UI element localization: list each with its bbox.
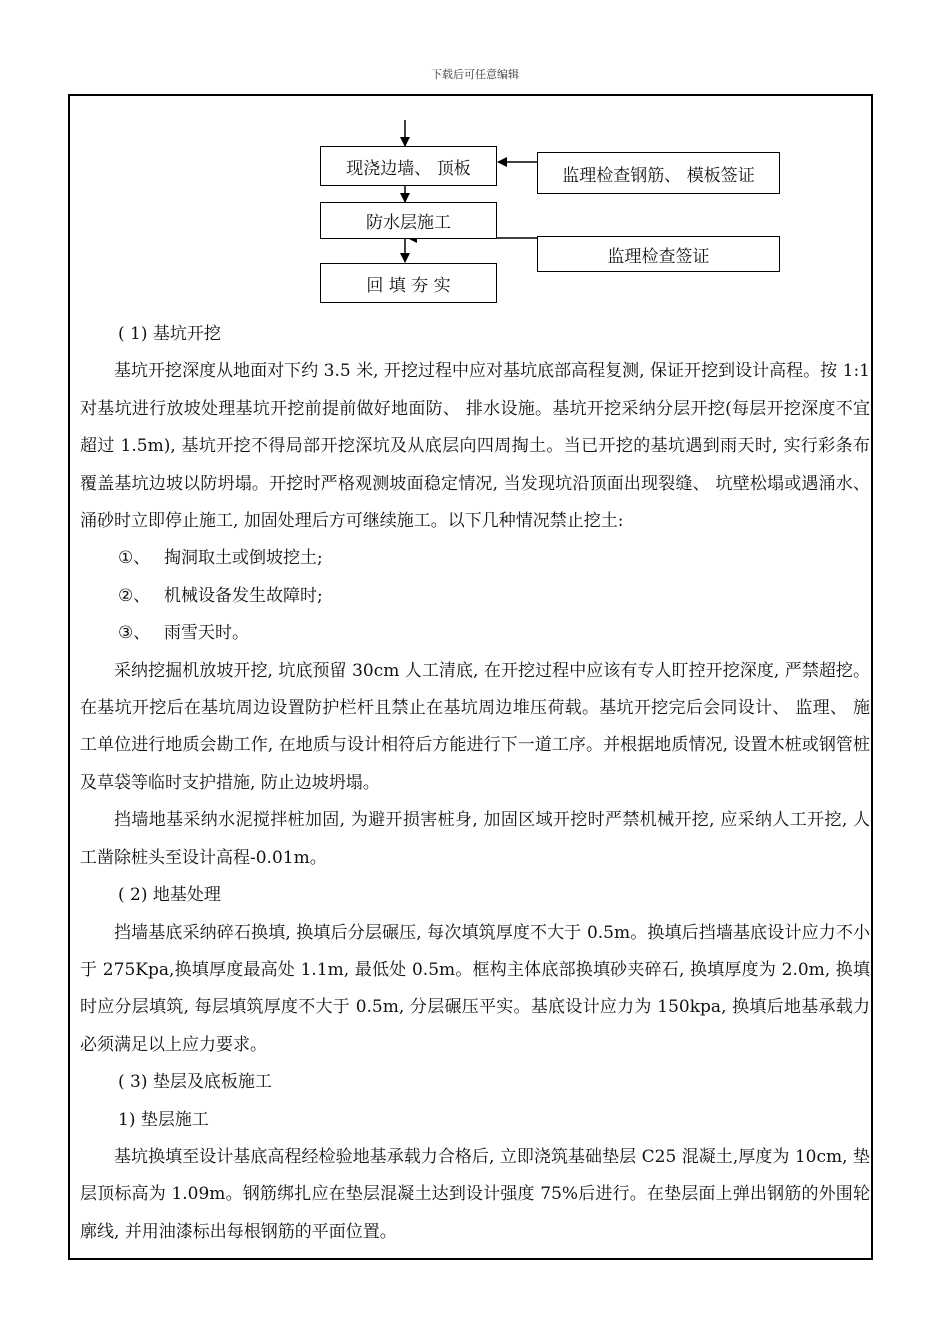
flow-box-backfill: 回 填 夯 实 [320,263,497,303]
list-number: ②、 [118,585,151,606]
paragraph: 采纳挖掘机放坡开挖, 坑底预留 30cm 人工清底, 在开挖过程中应该有专人盯控开挖深度, 严禁超挖。在基坑开挖后在基坑周边设置防护栏杆且禁止在基坑周边堆压荷载。基坑开挖完后会同设计、 监理、 施工单位进行地质会勘工作, 在地质与设计相符后方能进行下一道工序。并根据地质情况, 设置木桩或钢管桩及草袋等临时支护措施, 防止边坡坍塌。 [80,660,870,793]
page-header: 下载后可任意编辑 [431,68,519,81]
flow-box-cast-wall: 现浇边墙、 顶板 [320,146,497,186]
paragraph: 挡墙地基采纳水泥搅拌桩加固, 为避开损害桩身, 加固区域开挖时严禁机械开挖, 应采纳人工开挖, 人工凿除桩头至设计高程-0.01m。 [80,810,870,868]
paragraph: 基坑换填至设计基底高程经检验地基承载力合格后, 立即浇筑基础垫层 C25 混凝土,厚度为 10cm, 垫层顶标高为 1.09m。钢筋绑扎应在垫层混凝土达到设计强度 75%后进行。在垫层面上弹出钢筋的外围轮廓线, 并用油漆标出每根钢筋的平面位置。 [80,1146,870,1242]
list-number: ①、 [118,548,151,569]
section-heading-cushion: ( 3) 垫层及底板施工 [118,1072,272,1093]
list-number: ③、 [118,623,151,644]
list-item [80,540,870,577]
list-text: 雨雪天时。 [164,623,249,644]
paragraph: 基坑开挖深度从地面对下约 3.5 米, 开挖过程中应对基坑底部高程复测, 保证开挖到设计高程。按 1:1 对基坑进行放坡处理基坑开挖前提前做好地面防、 排水设施。基坑开挖采纳分层开挖(每层开挖深度不宜超过 1.5m), 基坑开挖不得局部开挖深坑及从底层向四周掏土。当已开挖的基坑遇到雨天时, 实行彩条布覆盖基坑边坡以防坍塌。开挖时严格观测坡面稳定情况, 当发现坑沿顶面出现裂缝、 坑壁松塌或遇涌水、 涌砂时立即停止施工, 加固处理后方可继续施工。以下几种情况禁止挖土: [80,361,870,532]
section-heading-excavation: ( 1) 基坑开挖 [118,324,221,344]
list-text: 机械设备发生故障时; [164,585,323,606]
list-item [80,615,870,652]
subsection-heading: 1) 垫层施工 [118,1109,209,1130]
list-item [80,578,870,615]
document-body [80,316,870,1251]
section-heading-foundation: ( 2) 地基处理 [118,885,221,906]
flowchart [0,0,950,320]
flow-box-inspect-sign: 监理检查签证 [537,236,780,272]
list-text: 掏洞取土或倒坡挖土; [164,548,323,569]
flow-box-inspect-rebar: 监理检查钢筋、 模板签证 [537,152,780,194]
paragraph: 挡墙基底采纳碎石换填, 换填后分层碾压, 每次填筑厚度不大于 0.5m。换填后挡墙基底设计应力不小于 275Kpa,换填厚度最高处 1.1m, 最低处 0.5m。框构主体底部换填砂夹碎石, 换填厚度为 2.0m, 换填时应分层填筑, 每层填筑厚度不大于 0.5m, 分层碾压平实。基底设计应力为 150kpa, 换填后地基承载力必须满足以上应力要求。 [80,922,870,1055]
flow-box-waterproof: 防水层施工 [320,202,497,239]
